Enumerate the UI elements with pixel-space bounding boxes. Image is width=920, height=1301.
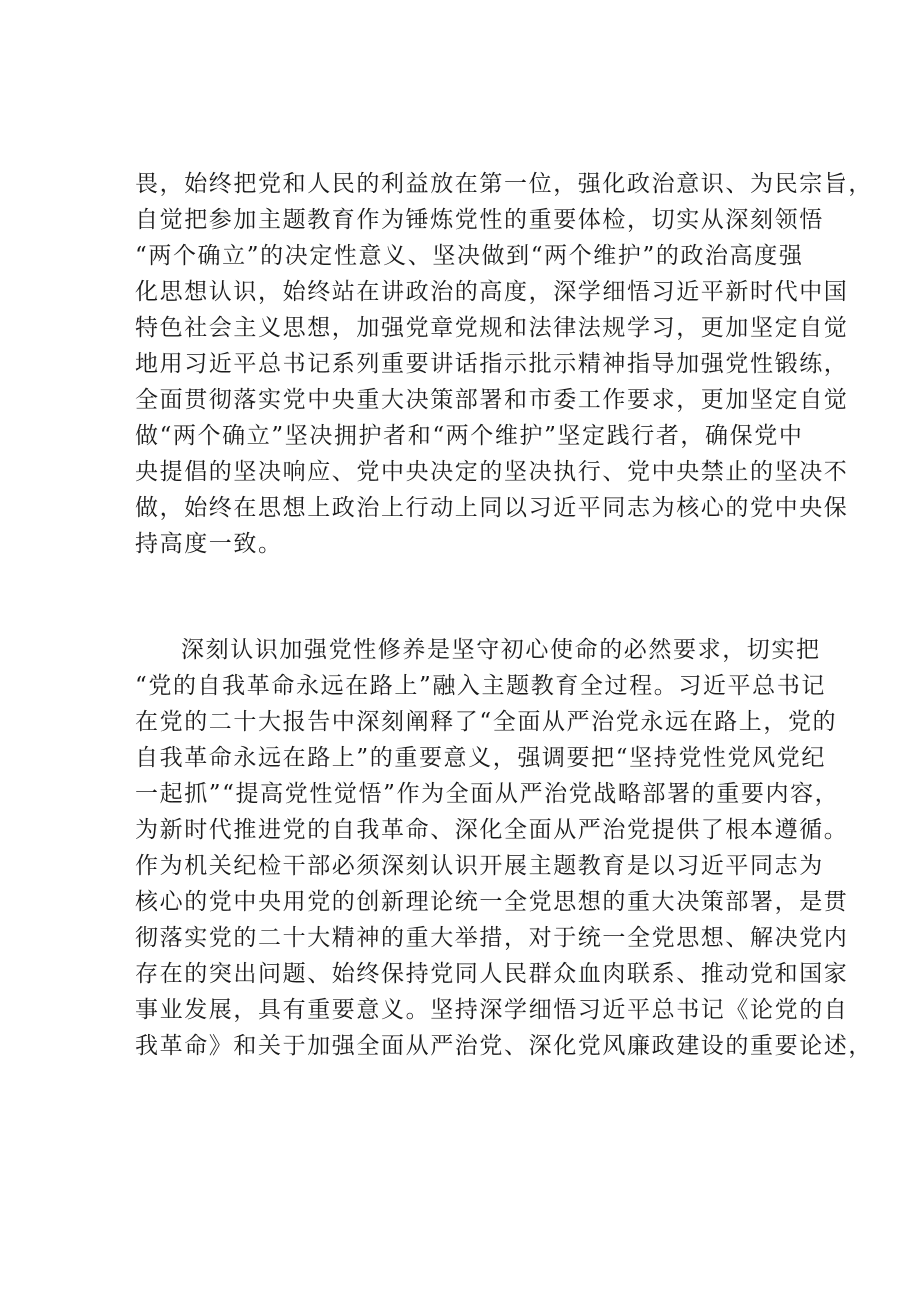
paragraph-line: 地用习近平总书记系列重要讲话指示批示精神指导加强党性锻练， xyxy=(135,351,849,377)
paragraph-line: 彻落实党的二十大精神的重大举措，对于统一全党思想、解决党内 xyxy=(135,925,849,951)
paragraph-line: 央提倡的坚决响应、党中央决定的坚决执行、党中央禁止的坚决不 xyxy=(135,459,849,485)
paragraph-1 xyxy=(135,166,873,562)
paragraph-line: 作为机关纪检干部必须深刻认识开展主题教育是以习近平同志为 xyxy=(135,853,824,879)
paragraph-line: 自我革命永远在路上”的重要意义，强调要把“坚持党性党风党纪 xyxy=(135,745,826,771)
paragraph-line: 自觉把参加主题教育作为锤炼党性的重要体检，切实从深刻领悟 xyxy=(135,207,824,233)
paragraph-line: 畏，始终把党和人民的利益放在第一位，强化政治意识、为民宗旨， xyxy=(135,171,873,197)
paragraph-line: 存在的突出问题、始终保持党同人民群众血肉联系、推动党和国家 xyxy=(135,961,849,987)
paragraph-line: 核心的党中央用党的创新理论统一全党思想的重大决策部署，是贯 xyxy=(135,889,849,915)
paragraph-line: 在党的二十大报告中深刻阐释了“全面从严治党永远在路上，党的 xyxy=(135,709,838,735)
paragraph-line: 一起抓”“提高党性觉悟”作为全面从严治党战略部署的重要内容， xyxy=(135,781,840,807)
paragraph-line: 做“两个确立”坚决拥护者和“两个维护”坚定践行者，确保党中 xyxy=(135,423,804,449)
paragraph-line: 特色社会主义思想，加强党章党规和法律法规学习，更加坚定自觉 xyxy=(135,315,849,341)
paragraph-line: 事业发展，具有重要意义。坚持深学细悟习近平总书记《论党的自 xyxy=(135,997,849,1023)
paragraph-line: 我革命》和关于加强全面从严治党、深化党风廉政建设的重要论述， xyxy=(135,1033,873,1059)
paragraph-first-line: 深刻认识加强党性修养是坚守初心使命的必然要求，切实把 xyxy=(181,637,821,663)
paragraph-2 xyxy=(135,632,873,1064)
paragraph-line: 做，始终在思想上政治上行动上同以习近平同志为核心的党中央保 xyxy=(135,495,849,521)
paragraph-line: “党的自我革命永远在路上”融入主题教育全过程。习近平总书记 xyxy=(135,673,826,699)
paragraph-line: 全面贯彻落实党中央重大决策部署和市委工作要求，更加坚定自觉 xyxy=(135,387,849,413)
paragraph-line: 为新时代推进党的自我革命、深化全面从严治党提供了根本遵循。 xyxy=(135,817,849,843)
paragraph-line: 化思想认识，始终站在讲政治的高度，深学细悟习近平新时代中国 xyxy=(135,279,849,305)
paragraph-line: 持高度一致。 xyxy=(135,531,283,557)
paragraph-line: “两个确立”的决定性意义、坚决做到“两个维护”的政治高度强 xyxy=(135,243,804,269)
